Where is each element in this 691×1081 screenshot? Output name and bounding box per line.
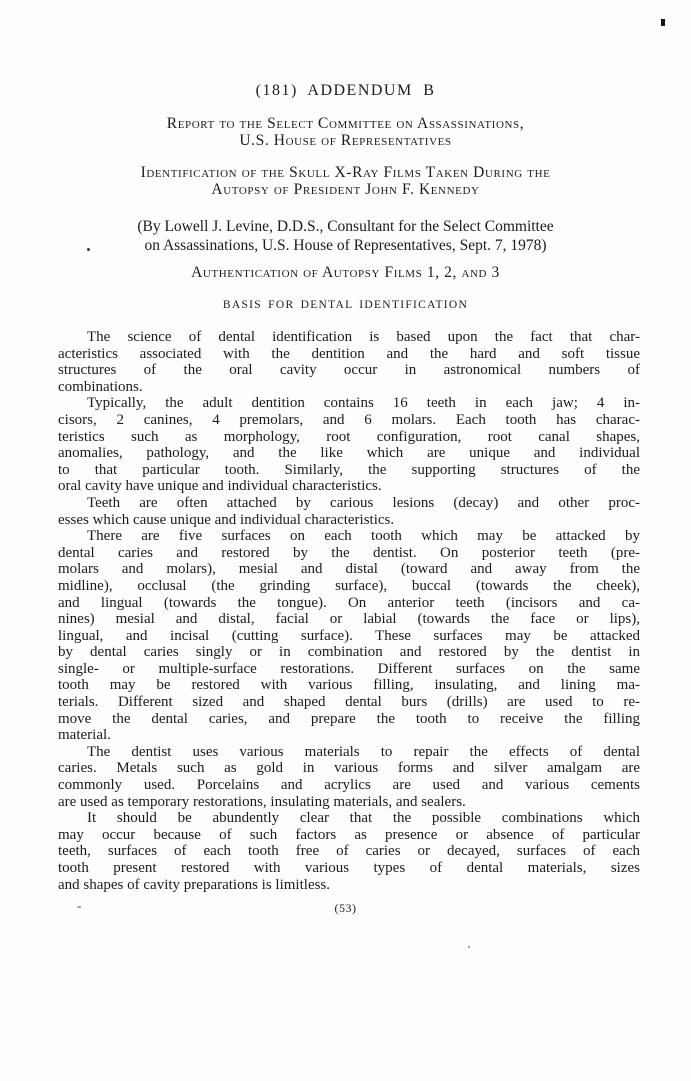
paragraph-2 [58,395,640,495]
body-line: by dental caries singly or in combination and restored by the dentist in [58,644,640,661]
section-heading-basis-for-dental-identification: BASIS FOR DENTAL IDENTIFICATION [222,299,469,311]
report-heading [0,115,691,149]
authentication-heading [0,264,691,281]
paragraph-1 [58,329,640,395]
body-line: It should be abundently clear that the possible combinations which [87,810,640,827]
page-number: (53) [334,901,357,916]
authentication-heading-line: Authentication of Autopsy Films 1, 2, and 3 [191,264,500,281]
body-text [58,329,640,893]
body-line: material. [58,727,111,744]
scan-speck-top-right [661,19,665,26]
body-line: The dentist uses various materials to repair the effects of dental [87,743,640,760]
body-line: commonly used. Porcelains and acrylics are used and various cements [58,777,640,794]
paragraph-3 [58,495,640,528]
body-line: cisors, 2 canines, 4 premolars, and 6 molars. Each tooth has charac- [58,411,640,428]
addendum-title: (181) ADDENDUM B [255,82,436,99]
paragraph-6 [58,810,640,893]
identification-heading [0,164,691,198]
body-line: acteristics associated with the dentition and the hard and soft tissue [58,345,640,362]
body-line: oral cavity have unique and individual characteristics. [58,478,382,495]
body-line: esses which cause unique and individual characteristics. [58,511,395,528]
body-line: caries. Metals such as gold in various forms and silver amalgam are [58,760,640,777]
identification-heading-line-2: Autopsy of President John F. Kennedy [211,181,480,198]
body-line: Teeth are often attached by carious lesions (decay) and other proc- [87,494,640,511]
paragraph-4 [58,528,640,744]
body-line: Typically, the adult dentition contains 16 teeth in each jaw; 4 in- [87,395,640,412]
body-line: lingual, and incisal (cutting surface). These surfaces may be attacked [58,627,640,644]
body-line: There are five surfaces on each tooth which may be attacked by [87,528,640,545]
body-line: single- or multiple-surface restorations. Different surfaces on the same [58,660,640,677]
body-line: teristics such as morphology, root configuration, root canal shapes, [58,428,640,445]
scan-dot-left-margin [87,248,90,251]
body-line: anomalies, pathology, and the like which are unique and individual [58,445,640,462]
report-heading-line-1: Report to the Select Committee on Assassinations, [166,115,525,132]
body-line: move the dental caries, and prepare the tooth to receive the filling [58,710,640,727]
body-line: teeth, surfaces of each tooth free of caries or decayed, surfaces of each [58,843,640,860]
body-line: nines) mesial and distal, facial or labial (towards the face or lips), [58,611,640,628]
body-line: structures of the oral cavity occur in astronomical numbers of [58,362,640,379]
author-byline-line-2: on Assassinations, U.S. House of Representatives, Sept. 7, 1978) [144,237,547,254]
body-line: The science of dental identification is based upon the fact that char- [87,329,640,345]
author-byline-line-1: (By Lowell J. Levine, D.D.S., Consultant for the Select Committee [137,218,554,235]
identification-heading-line-1: Identification of the Skull X-Ray Films Taken During the [140,164,551,181]
paragraph-5 [58,744,640,810]
body-line: to that particular tooth. Similarly, the supporting structures of the [58,461,640,478]
report-heading-line-2: U.S. House of Representatives [239,132,452,149]
body-line: dental caries and restored by the dentist. On posterior teeth (pre- [58,544,640,561]
body-line: combinations. [58,378,143,395]
body-line: may occur because of such factors as presence or absence of particular [58,826,640,843]
body-line: tooth present restored with various types of dental materials, sizes [58,860,640,876]
scan-dot-bottom [468,946,470,948]
body-line: are used as temporary restorations, insulating materials, and sealers. [58,793,466,810]
scan-dash-bottom-left: - [77,898,82,913]
body-line: tooth may be restored with various filling, insulating, and lining ma- [58,677,640,694]
body-line: molars and molars), mesial and distal (toward and away from the [58,561,640,578]
body-line: midline), occlusal (the grinding surface), buccal (towards the cheek), [58,577,640,594]
author-byline [0,217,691,255]
body-line: and shapes of cavity preparations is limitless. [58,876,331,893]
body-line: terials. Different sized and shaped dental burs (drills) are used to re- [58,694,640,711]
body-line: and lingual (towards the tongue). On anterior teeth (incisors and ca- [58,594,640,611]
